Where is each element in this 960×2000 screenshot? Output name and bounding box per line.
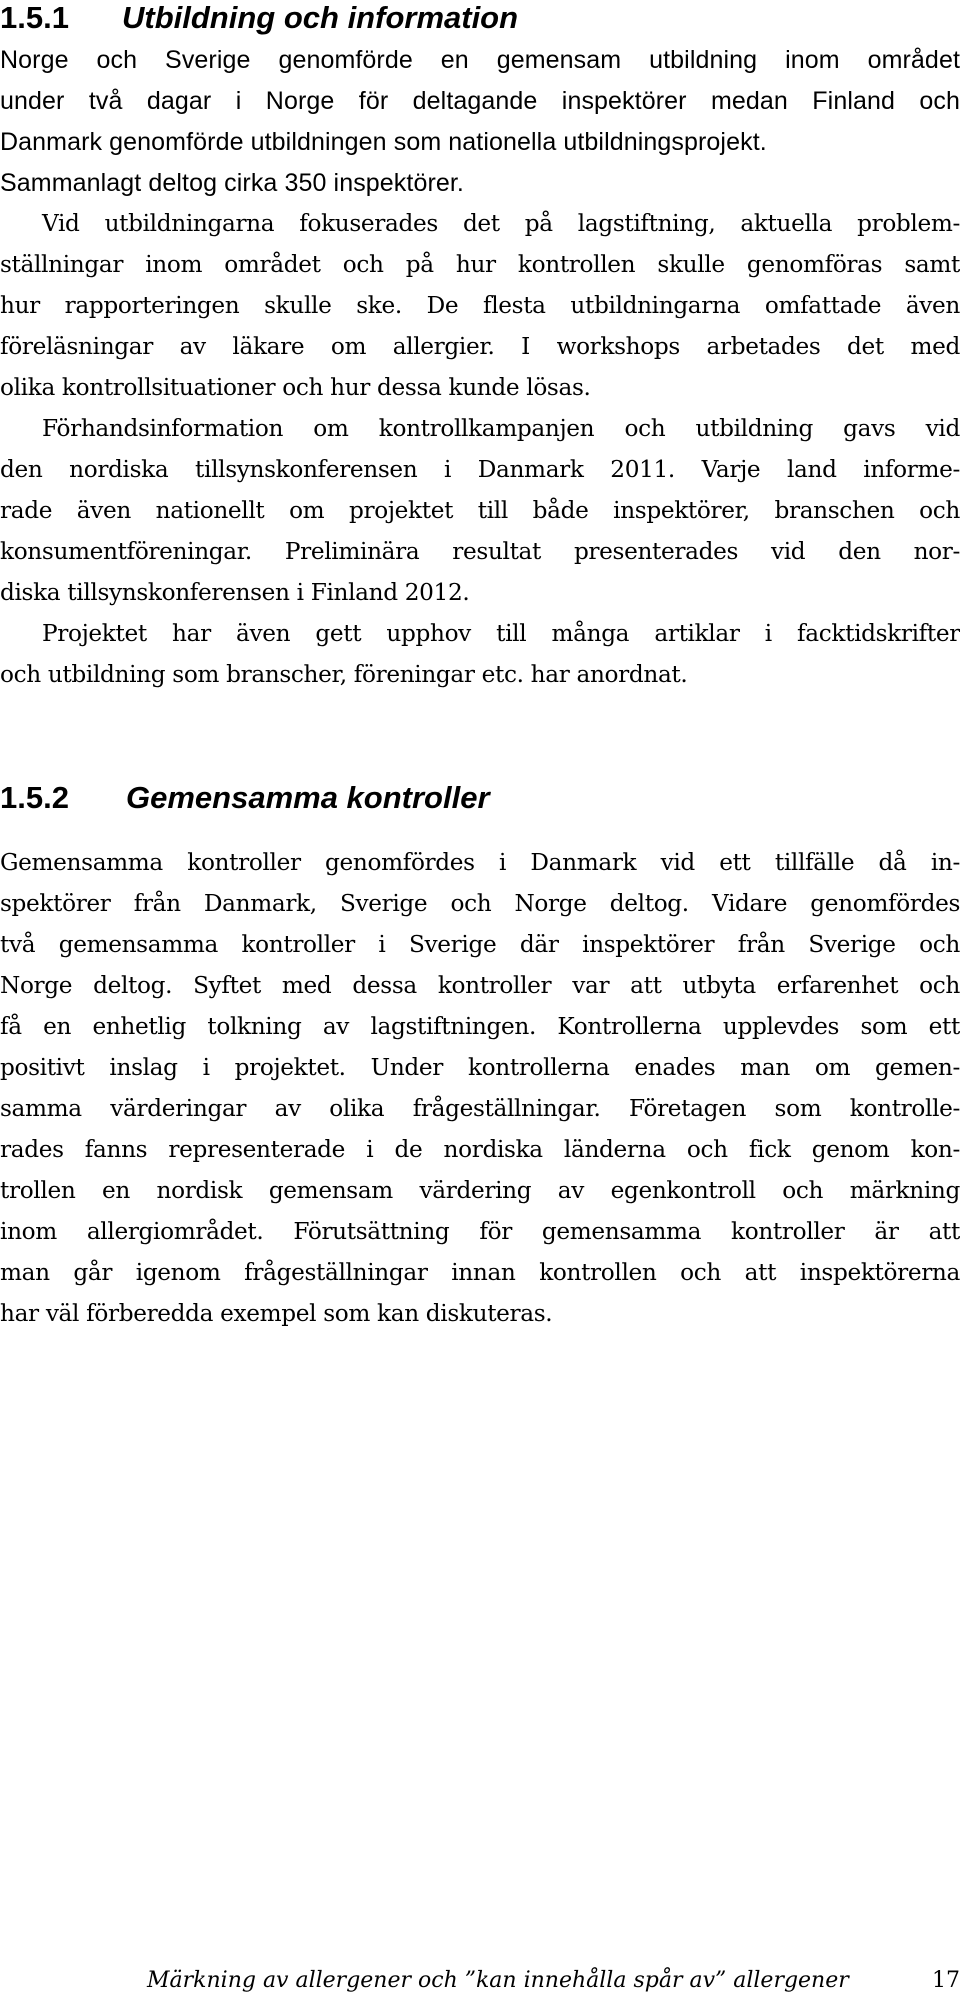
paragraph-line: ställningar inom området och på hur kontrollen skulle genomföras samt [0, 251, 960, 278]
paragraph-line: Danmark genomförde utbildningen som nationella utbildningsprojekt. [0, 128, 767, 156]
paragraph-line: och utbildning som branscher, föreningar etc. har anordnat. [0, 661, 688, 688]
page-number: 17 [932, 1968, 960, 1993]
paragraph-line: Förhandsinformation om kontrollkampanjen och utbildning gavs vid [42, 415, 960, 442]
running-title: Märkning av allergener och ”kan innehålla spår av” allergener [147, 1968, 849, 1993]
section-title: Gemensamma kontroller [126, 780, 490, 815]
paragraph-line: konsumentföreningar. Preliminära resultat presenterades vid den nor- [0, 538, 960, 565]
paragraph-line: den nordiska tillsynskonferensen i Danmark 2011. Varje land informe- [0, 456, 960, 483]
section-title: Utbildning och information [122, 0, 519, 35]
section-number: 1.5.2 [0, 780, 69, 815]
paragraph-line: Projektet har även gett upphov till många artiklar i facktidskrifter [42, 620, 960, 647]
paragraph-line: rades fanns representerade i de nordiska länderna och fick genom kon- [0, 1136, 960, 1163]
section-number: 1.5.1 [0, 0, 69, 35]
paragraph-line: har väl förberedda exempel som kan diskuteras. [0, 1300, 553, 1327]
paragraph-line: Norge deltog. Syftet med dessa kontroller var att utbyta erfarenhet och [0, 972, 960, 999]
paragraph-line: hur rapporteringen skulle ske. De flesta utbildningarna omfattade även [0, 292, 960, 319]
paragraph-line: föreläsningar av läkare om allergier. I workshops arbetades det med [0, 333, 960, 360]
paragraph-line: Norge och Sverige genomförde en gemensam utbildning inom området [0, 46, 960, 74]
paragraph-line: Vid utbildningarna fokuserades det på lagstiftning, aktuella problem- [42, 210, 960, 237]
paragraph-line: rade även nationellt om projektet till både inspektörer, branschen och [0, 497, 960, 524]
paragraph-line: olika kontrollsituationer och hur dessa kunde lösas. [0, 374, 591, 401]
section-heading-1-5-2 [0, 780, 490, 824]
paragraph-line: positivt inslag i projektet. Under kontrollerna enades man om gemen- [0, 1054, 960, 1081]
paragraph-line: Gemensamma kontroller genomfördes i Danmark vid ett tillfälle då in- [0, 849, 960, 876]
paragraph-line: Sammanlagt deltog cirka 350 inspektörer. [0, 169, 464, 197]
paragraph-line: diska tillsynskonferensen i Finland 2012. [0, 579, 470, 606]
paragraph-line: spektörer från Danmark, Sverige och Norge deltog. Vidare genomfördes [0, 890, 960, 917]
paragraph-line: samma värderingar av olika frågeställningar. Företagen som kontrolle- [0, 1095, 960, 1122]
paragraph-line: man går igenom frågeställningar innan kontrollen och att inspektörerna [0, 1259, 960, 1286]
paragraph-line: trollen en nordisk gemensam värdering av egenkontroll och märkning [0, 1177, 960, 1204]
paragraph-line: två gemensamma kontroller i Sverige där inspektörer från Sverige och [0, 931, 960, 958]
section-heading-1-5-1 [0, 0, 518, 40]
paragraph-line: få en enhetlig tolkning av lagstiftningen. Kontrollerna upplevdes som ett [0, 1013, 960, 1040]
paragraph-line: inom allergiområdet. Förutsättning för gemensamma kontroller är att [0, 1218, 960, 1245]
paragraph-line: under två dagar i Norge för deltagande inspektörer medan Finland och [0, 87, 960, 115]
page-footer [147, 1966, 960, 2000]
